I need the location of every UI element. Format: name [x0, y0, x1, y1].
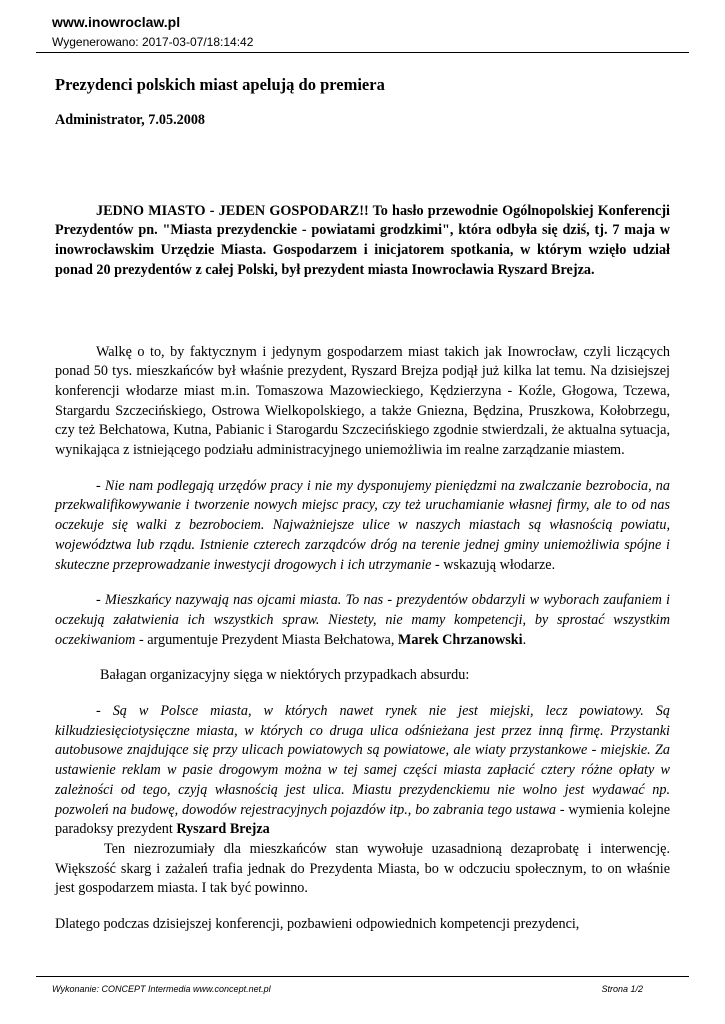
person-name: Ryszard Brejza	[176, 821, 270, 838]
page-number: Strona 1/2	[601, 984, 643, 994]
quote-text: - Mieszkańcy nazywają nas ojcami miasta. To nas - prezydentów obdarzyli w wyborach zaufaniem i oczekują załatwienia ich wszystkich spraw. Niestety, nie mamy kompetencji, by sprostać wszystkim oczekiwaniom	[55, 592, 670, 648]
article-title: Prezydenci polskich miast apelują do premiera	[55, 75, 385, 94]
quote-text: - Nie nam podlegają urzędów pracy i nie my dysponujemy pieniędzmi na zwalczanie bezrobocia, na przekwalifikowywanie i tworzenie nowych miejsc pracy, czy też uruchamianie własnej firmy, ale to od nas oczekuje się walki z bezrobociem. Najważniejsze ulice w naszych miastach są własnością powiatu, województwa lub rządu. Istnienie czterech zarządców dróg na terenie jednej gminy uniemożliwia spójne i skuteczne przeprowadzanie inwestycji drogowych i ich utrzymanie	[55, 477, 670, 573]
paragraph-7: Dlatego podczas dzisiejszej konferencji, pozbawieni odpowiednich kompetencji prezydenci,	[55, 916, 580, 933]
generated-timestamp: Wygenerowano: 2017-03-07/18:14:42	[52, 35, 254, 49]
site-url: www.inowroclaw.pl	[52, 14, 181, 30]
paragraph-6: Ten niezrozumiały dla mieszkańców stan wywołuje uzasadnioną dezaprobatę i interwencję. Większość skarg i zażaleń trafia jednak do Prezydenta Miasta, bo w odczuciu społecznym, to on właśnie jest gospodarzem miasta. I tak być powinno.	[55, 840, 670, 897]
article-byline: Administrator, 7.05.2008	[55, 112, 206, 128]
quote-attribution: - argumentuje Prezydent Miasta Bełchatowa,	[135, 631, 398, 648]
article-body	[55, 74, 670, 935]
quote-attribution: - wskazują włodarze.	[431, 556, 556, 573]
paragraph-3	[55, 591, 670, 650]
article-lead: JEDNO MIASTO - JEDEN GOSPODARZ!! To hasło przewodnie Ogólnopolskiej Konferencji Prezydentów pn. "Miasta prezydenckie - powiatami grodzkimi", która odbyła się dziś, tj. 7 maja w inowrocławskim Urzędzie Miasta. Gospodarzem i inicjatorem spotkania, w którym wzięło udział ponad 20 prezydentów z całej Polski, był prezydent miasta Inowrocławia Ryszard Brejza.	[55, 202, 670, 278]
person-name: Marek Chrzanowski	[397, 631, 523, 648]
quote-attribution: - wymienia kolejne paradoksy prezydent	[55, 801, 670, 838]
sentence-end: .	[522, 631, 527, 648]
paragraph-2	[55, 477, 670, 576]
paragraph-1: Walkę o to, by faktycznym i jedynym gospodarzem miast takich jak Inowrocław, czyli liczących ponad 50 tys. mieszkańców był właśnie prezydent, Ryszard Brejza podjął już kilka lat temu. Na dzisiejszej konferencji włodarze miast m.in. Tomaszowa Mazowieckiego, Kędzierzyna - Koźle, Głogowa, Tczewa, Stargardu Szczecińskiego, Ostrowa Wielkopolskiego, a także Gniezna, Będzina, Pruszkowa, Kołobrzegu, czy też Bełchatowa, Kutna, Pabianic i Starogardu Szczecińskiego zgodnie stwierdzali, że aktualna sytuacja, wynikająca z istniejącego podziału administracyjnego uniemożliwia im realne zarządzanie miastem.	[55, 343, 670, 459]
header-divider	[36, 52, 689, 53]
paragraph-5	[55, 702, 670, 840]
paragraph-4: Bałagan organizacyjny sięga w niektórych przypadkach absurdu:	[100, 667, 470, 684]
quote-text: - Są w Polsce miasta, w których nawet rynek nie jest miejski, lecz powiatowy. Są kilkudziesięciotysięczne miasta, w których co druga ulica odśnieżana jest przez inną firmę. Przystanki autobusowe znajdujące się przy ulicach powiatowych są powiatowe, ale wiaty przystankowe - miejskie. Za ustawienie reklam w pasie drogowym można w tej samej części miasta zapłacić cztery różne opłaty w zależności od tego, czyją własnością jest ulica. Miastu prezydenckiemu nie wolno jest wydawać np. pozwoleń na budowę, dowodów rejestracyjnych pojazdów itp., bo zabrania tego ustawa	[55, 703, 670, 818]
footer-divider	[36, 976, 689, 977]
footer-credit: Wykonanie: CONCEPT Intermedia www.concept.net.pl	[52, 984, 271, 994]
